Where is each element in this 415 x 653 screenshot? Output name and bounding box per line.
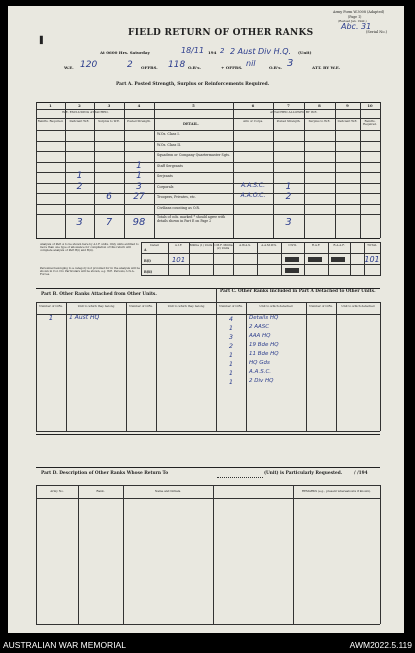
part-c-unit: 2 Div HQ [249,378,274,384]
part-a-row-label: Serjeants [157,174,173,178]
part-c-header: Unit to which detached [341,304,375,308]
part-c-unit: 2 AASC [249,324,270,330]
part-a-title: Part A. Posted Strength, Surplus or Reinforcements Required. [116,82,270,87]
handwritten-entry: 1 [76,171,83,181]
part-b-unit: 1 Aust HQ [69,314,100,321]
part-b-title: Part B. Other Ranks Attached from Other Units. [41,292,157,297]
left-column-header: Posted Strength. [127,119,151,123]
part-b-header: Number of O.Rs. [39,304,63,308]
filled-box [331,257,345,262]
handwritten-entry: 3 [136,181,142,192]
offrs2-handwritten: nil [246,59,256,68]
ors2-handwritten: 3 [287,58,294,69]
analysis-header: R.A.F. [311,243,321,247]
punch-mark: ❚ [38,34,45,44]
column-number: 8 [318,103,321,108]
column-number: 2 [78,103,81,108]
ors-label: O.R's. [188,65,201,70]
column-number: 10 [367,103,373,108]
left-column-header: Deficient W.E. [69,119,90,123]
part-c-number: 1 [228,324,234,332]
part-a-row-label: Staff Sergeants [157,163,183,168]
analysis-hline [141,275,380,276]
part-c-number: 3 [228,333,234,341]
part-c-unit: HQ Gds [249,360,270,366]
army-form-label: Army Form W.3008 (Adapted) [333,10,385,14]
ors-handwritten: 118 [168,60,186,70]
offrs-label: OFFRS. [141,65,158,70]
part-d-title: Part D. Description of Other Ranks Whose Return To [41,471,169,476]
left-column-header: Reinfts. Required. [37,119,64,123]
analysis-header: A.A.M.W.S. [261,243,277,247]
handwritten-entry: 6 [106,192,112,202]
part-c-header: Number of O.Rs. [309,304,333,308]
ors2-label: O.R's. [269,65,282,70]
handwritten-entry: A.A.S.C. [240,181,266,189]
handwritten-total: 3 [76,217,83,228]
year-handwritten: 2 [220,47,225,55]
page-note: (Page 1) [348,15,362,19]
part-c-unit: AAA HQ [249,333,271,339]
part-d-vline [293,485,294,624]
analysis-hline [141,264,380,265]
footer-bar [0,633,415,653]
analysis-row-label: B(i) [144,259,151,264]
handwritten-total: 98 [132,217,146,228]
part-d-header: REMARKS (e.g., present whereabouts if known). [301,489,372,493]
right-column-header: Posted Strength. [276,119,301,123]
part-d-vline [213,485,214,624]
part-c-number: 1 [228,360,234,368]
analysis-row-label: A [144,248,147,253]
handwritten-total: 3 [285,217,292,228]
part-a-row-line [36,141,380,142]
analysis-vline [380,242,381,276]
analysis-hline [141,253,380,254]
analysis-row-label: B(ii) [144,270,153,275]
analysis-header: CIVIL [288,243,297,247]
part-a-row-label: Civilians counting as O.R. [157,205,200,210]
column-number: 1 [49,103,52,108]
part-c-unit: A.A.S.C. [249,369,272,375]
bc-vline [66,302,67,431]
handwritten-entry: A.A.O.C. [240,192,266,199]
analysis-note-2: Personnel belonging to a category not provided for in the analysis will be shown in Col. Civ. Particulars will be shown, e.g. W.E. Persons, U.S.A. Forces. [40,266,140,277]
document-page [8,6,404,633]
analysis-header: Detail [150,243,159,247]
bc-bottom-line [36,431,380,432]
handwritten-entry: 1 [136,160,142,171]
part-a-row-label: Troopers, Privates, etc. [157,195,197,199]
part-c-title: Part C. Other Ranks Included in Part A Detached to Other Units. [220,289,376,294]
bc-vline [336,302,337,431]
part-c-header: Unit to which detached [259,304,293,308]
analysis-header: TOTAL [367,243,377,247]
right-column-header: Surplus to W.E. [308,119,331,123]
handwritten-total: 7 [105,217,113,228]
part-c-number: 1 [228,369,234,377]
offrs2-label: + OFFRS. [221,65,243,70]
part-d-vline [380,485,381,624]
detail-header: DETAIL. [183,122,199,126]
part-d-header: Army No. [50,489,64,493]
part-a-row-line [36,193,380,194]
footer-accession-number: AWM2022.5.119 [349,640,412,650]
column-number: 9 [346,103,349,108]
analysis-header: C.M.F. Militia (2) Units [213,243,233,251]
handwritten-entry: 1 [136,171,142,181]
part-b-header: Unit to which they belong [167,304,205,308]
analysis-header: A.I.F. [174,243,183,247]
right-column-header: Reinfts. Required. [363,119,377,127]
part-c-number: 1 [228,351,234,359]
we-label: W.E. [64,65,74,70]
column-number: 7 [287,103,290,108]
part-d-header: Rank. [96,489,105,493]
bc-vline [380,302,381,431]
filled-box [308,257,322,262]
part-a-row-label: Squadron or Company Quartermaster Sgts. [157,153,230,157]
column-number: 4 [137,103,141,108]
part-c-number: 1 [228,378,234,386]
part-b-number: 1 [48,314,54,322]
analysis-note-1: Analysis of Part A to be shown here by A.I.F. units. Only units entitled to more than one type of allowance for compilation of this return will complete analysis of Part B(i) and B(ii). [40,242,139,253]
part-c-number: 2 [228,342,234,350]
bc-vline [126,302,127,431]
part-a-vline [380,102,381,238]
analysis-header: A.W.A.S. [239,243,251,247]
footer-left-label: AUSTRALIAN WAR MEMORIAL [3,640,126,650]
part-d-date-blank: / /194 [354,471,368,476]
unit-handwritten: 2 Aust Div H.Q. [230,47,292,56]
analysis-header: R.A.A.F. [333,243,345,247]
part-d-header: Name and Initials. [154,489,182,493]
part-a-row-line [36,151,380,152]
analysis-header: Militia (1) Units [189,243,213,247]
right-column-header: Arm or Corps. [242,119,264,123]
part-a-row-line [36,162,380,163]
part-b-header: Unit to which they belong [77,304,115,308]
handwritten-entry: 1 [285,181,292,192]
handwritten-entry: 2 [76,181,83,192]
we-handwritten: 120 [80,60,98,70]
bc-vline [246,302,247,431]
part-a-row-label: W.Os. Class I. [157,132,180,136]
handwritten-entry: 2 [285,192,292,202]
date-handwritten: 18/11 [181,46,205,55]
we-excluding-attached-header: W.E. EXCLUDING ATTACHED. [62,110,109,114]
part-c-unit: Details HQ [249,315,279,321]
serial-number-label: (Serial No.) [366,30,388,34]
analysis-vline [350,242,351,276]
part-d-vline [36,485,37,624]
filled-box [285,268,299,273]
att-by-we-label: ATT. BY W.E. [312,65,341,70]
filled-box [285,257,299,262]
part-a-row-line [36,204,380,205]
attached-allowed-header: ATTACHED ALLOWED BY W.E. [270,110,318,114]
revised-note: (Revised Jan. 1942.) [338,19,367,23]
part-d-unit-label: (Unit) is Particularly Requested. [264,471,343,476]
part-a-row-label: W.Os. Class II. [157,142,181,147]
part-c-unit: 11 Bde HQ [249,351,279,357]
part-a-row-label: Corporals [157,184,174,189]
year-label: 194 [208,50,217,55]
part-a-vline [154,102,155,238]
serial-number-value: Abc. 31 [341,22,372,31]
column-number: 5 [192,103,195,108]
right-column-header: Deficient W.E. [337,119,358,123]
form-title: FIELD RETURN OF OTHER RANKS [128,28,314,38]
bc-vline [156,302,157,431]
unit-label: (Unit) [298,50,312,55]
left-column-header: Surplus to W.E. [98,119,120,123]
part-b-header: Number of O.Rs. [129,304,153,308]
totals-row-label: Totals of cols. marked * should agree with details shown in Part E on Page 2 [157,215,226,223]
part-d-vline [78,485,79,624]
part-c-header: Number of O.Rs. [219,304,243,308]
analysis-total-value: 101 [364,255,380,264]
at-hours-label: At 0600 Hrs. Saturday [100,50,150,55]
bc-vline [306,302,307,431]
part-c-number: 4 [228,315,234,323]
column-number: 6 [251,103,255,108]
analysis-aif-value: 101 [171,256,186,264]
part-c-unit: 19 Bde HQ [249,342,279,348]
part-d-vline [123,485,124,624]
column-number: 3 [107,103,111,108]
offrs-handwritten: 2 [127,60,133,70]
handwritten-entry: 27 [133,192,145,202]
